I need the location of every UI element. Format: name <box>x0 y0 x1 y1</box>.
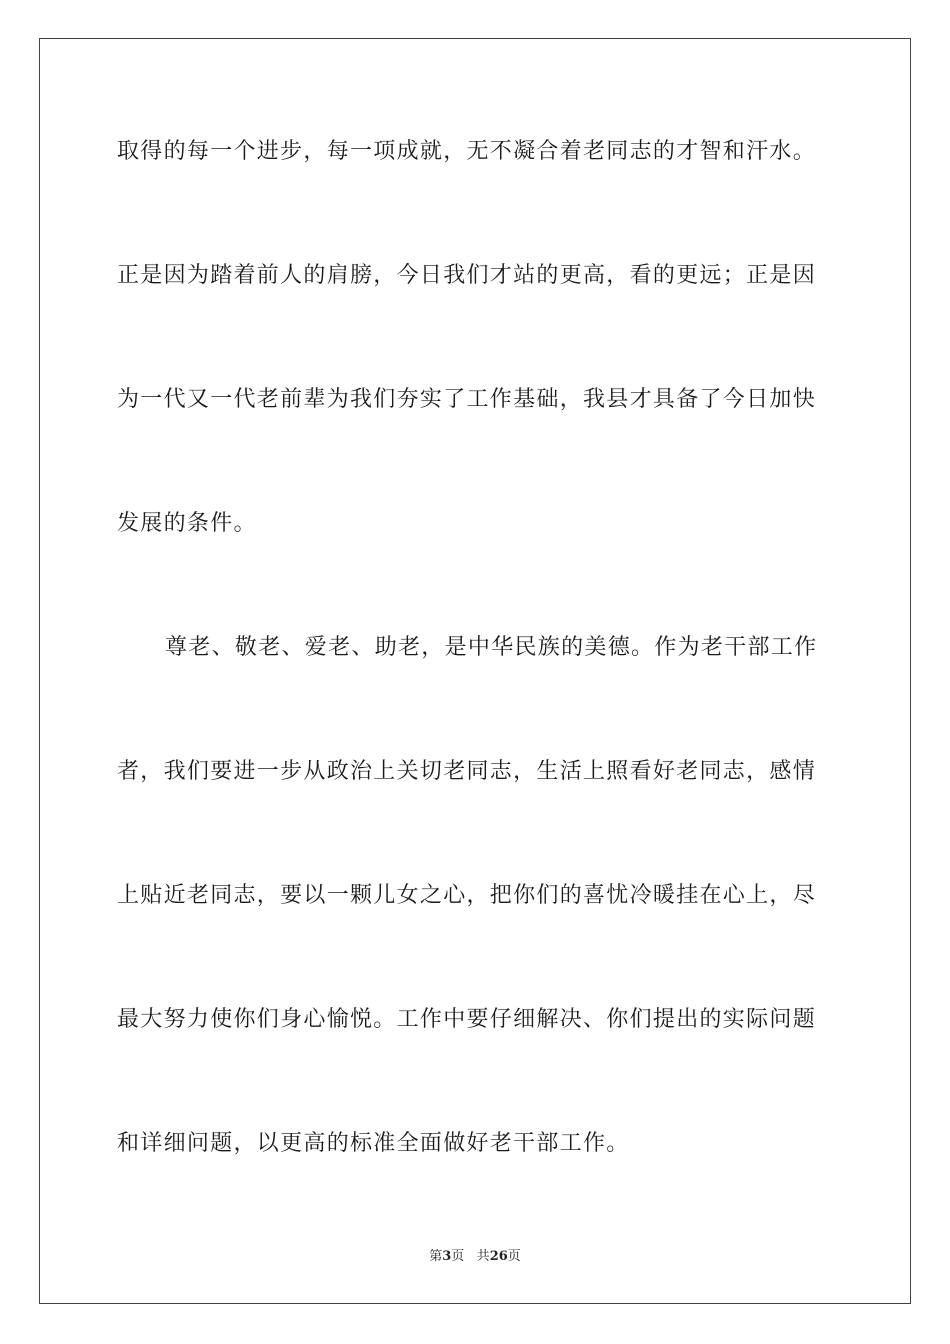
body-text-line: 上贴近老同志，要以一颗儿女之心，把你们的喜忧冷暖挂在心上，尽 <box>117 883 817 908</box>
page-footer <box>0 1248 950 1266</box>
body-text-line: 正是因为踏着前人的肩膀，今日我们才站的更高，看的更远；正是因 <box>117 263 817 288</box>
body-text-line: 和详细问题，以更高的标准全面做好老干部工作。 <box>117 1131 630 1156</box>
paragraph-first-line: 尊老、敬老、爱老、助老，是中华民族的美德。作为老干部工作 <box>165 635 818 660</box>
page-suffix: 页 <box>451 1249 465 1264</box>
page-prefix: 第 <box>429 1249 443 1264</box>
body-text-line: 发展的条件。 <box>117 511 257 536</box>
body-text-line: 为一代又一代老前辈为我们夯实了工作基础，我县才具备了今日加快 <box>117 387 817 412</box>
body-text-line: 取得的每一个进步，每一项成就，无不凝合着老同志的才智和汗水。 <box>117 139 817 164</box>
total-suffix: 页 <box>507 1249 521 1264</box>
total-prefix: 共 <box>476 1249 490 1264</box>
body-text-line: 最大努力使你们身心愉悦。工作中要仔细解决、你们提出的实际问题 <box>117 1007 817 1032</box>
page-border <box>39 38 911 1304</box>
body-text-line: 者，我们要进一步从政治上关切老同志，生活上照看好老同志，感情 <box>117 759 817 784</box>
total-pages: 26 <box>489 1249 508 1264</box>
page-number: 3 <box>442 1249 452 1264</box>
